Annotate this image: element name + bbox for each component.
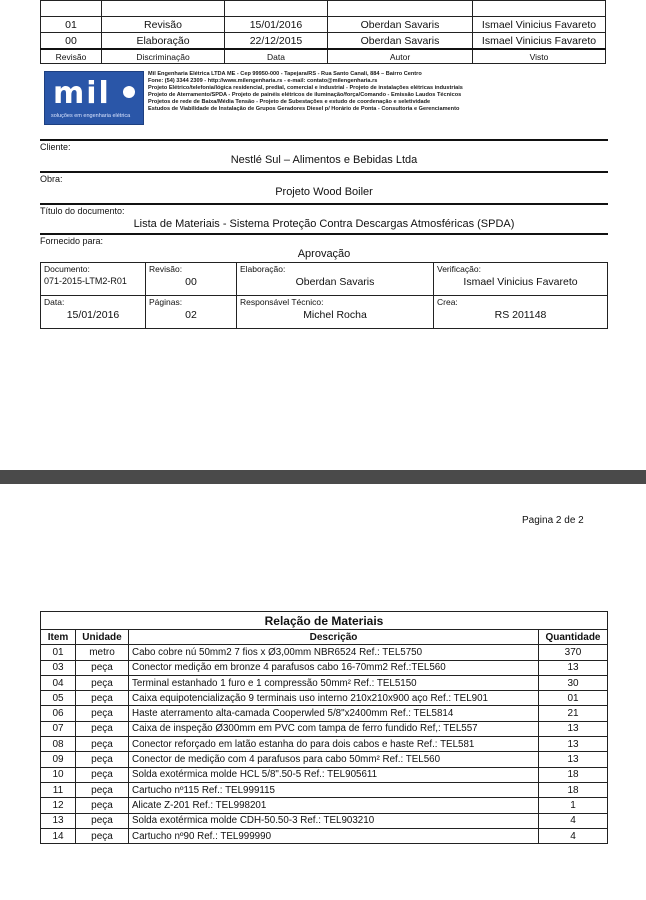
company-line: Mil Engenharia Elétrica LTDA ME - Cep 99950-000 - Tapejara/RS - Rua Santo Canali, 884 – Bairro Centro xyxy=(148,71,422,77)
table-row xyxy=(41,813,608,828)
info-row xyxy=(41,296,608,329)
logo-wordmark: mil xyxy=(53,76,111,111)
revisao-label: Revisão: xyxy=(149,264,183,274)
revision-row xyxy=(41,33,606,50)
page-separator xyxy=(0,470,646,484)
responsavel-label: Responsável Técnico: xyxy=(240,297,324,307)
unidade-cell: peça xyxy=(76,737,129,752)
divider-line xyxy=(40,233,608,235)
materials-title-row xyxy=(41,612,608,630)
header-visto: Visto xyxy=(473,49,606,64)
unidade-cell: peça xyxy=(76,813,129,828)
rev-number: 01 xyxy=(41,17,102,33)
header-autor: Autor xyxy=(328,49,473,64)
descricao-cell: Cartucho nº90 Ref.: TEL999990 xyxy=(129,828,539,843)
header-discriminacao: Discriminação xyxy=(102,49,225,64)
documento-value: 071-2015-LTM2-R01 xyxy=(44,276,127,286)
quantidade-cell: 01 xyxy=(539,691,608,706)
verificacao-label: Verificação: xyxy=(437,264,481,274)
unidade-cell: peça xyxy=(76,691,129,706)
descricao-cell: Terminal estanhado 1 furo e 1 compressão 50mm² Ref.: TEL5150 xyxy=(129,675,539,690)
quantidade-cell: 370 xyxy=(539,645,608,660)
revisao-value: 00 xyxy=(185,276,197,288)
unidade-cell: peça xyxy=(76,782,129,797)
rev-visto: Ismael Vinicius Favareto xyxy=(473,33,606,50)
item-cell: 03 xyxy=(41,660,76,675)
verificacao-cell xyxy=(434,263,608,296)
materials-header-row xyxy=(41,630,608,645)
document-info-table xyxy=(40,262,608,329)
rev-date: 22/12/2015 xyxy=(225,33,328,50)
rev-number: 00 xyxy=(41,33,102,50)
company-info xyxy=(148,71,608,113)
company-line: Projeto Elétrico/telefonia/lógica residencial, predial, comercial e industrial - Projeto de instalações elétricas industriais xyxy=(148,85,463,91)
revision-row xyxy=(41,1,606,17)
rev-discrimination: Revisão xyxy=(102,17,225,33)
unidade-cell: peça xyxy=(76,767,129,782)
item-cell: 14 xyxy=(41,828,76,843)
quantidade-cell: 4 xyxy=(539,828,608,843)
data-label: Data: xyxy=(44,297,65,307)
header-revisao: Revisão xyxy=(41,49,102,64)
responsavel-value: Michel Rocha xyxy=(303,309,367,321)
table-row xyxy=(41,828,608,843)
fornecido-value: Aprovação xyxy=(297,248,351,260)
documento-label: Documento: xyxy=(44,264,90,274)
quantidade-cell: 13 xyxy=(539,660,608,675)
table-row xyxy=(41,706,608,721)
company-line: Fone: (54) 3344 2309 - http://www.milengenharia.rs - e-mail: contato@milengenharia.rs xyxy=(148,78,378,84)
descricao-cell: Solda exotérmica molde HCL 5/8".50-5 Ref.: TEL905611 xyxy=(129,767,539,782)
table-row xyxy=(41,721,608,736)
descricao-cell: Cabo cobre nú 50mm2 7 fios x Ø3,00mm NBR6524 Ref.: TEL5750 xyxy=(129,645,539,660)
data-value: 15/01/2016 xyxy=(66,309,120,321)
divider-line xyxy=(40,203,608,205)
info-row xyxy=(41,263,608,296)
revisao-cell xyxy=(146,263,237,296)
company-line: Projetos de rede de Baixa/Média Tensão - Projeto de Subestações e estudo de coordenação e seletividade xyxy=(148,99,431,105)
obra-value: Projeto Wood Boiler xyxy=(275,186,373,198)
rev-author: Oberdan Savaris xyxy=(328,17,473,33)
paginas-label: Páginas: xyxy=(149,297,183,307)
descricao-cell: Alicate Z-201 Ref.: TEL998201 xyxy=(129,798,539,813)
descricao-cell: Conector reforçado em latão estanha do para dois cabos e haste Ref.: TEL581 xyxy=(129,737,539,752)
elaboracao-label: Elaboração: xyxy=(240,264,286,274)
crea-value: RS 201148 xyxy=(494,309,547,321)
logo-tagline: soluções em engenharia elétrica xyxy=(51,113,131,119)
cliente-value: Nestlé Sul – Alimentos e Bebidas Ltda xyxy=(230,154,418,166)
fornecido-label: Fornecido para: xyxy=(40,236,104,246)
materials-table xyxy=(40,611,608,844)
table-row xyxy=(41,691,608,706)
paginas-cell xyxy=(146,296,237,329)
materials-title: Relação de Materiais xyxy=(41,612,608,630)
documento-cell xyxy=(41,263,146,296)
item-cell: 10 xyxy=(41,767,76,782)
header-data: Data xyxy=(225,49,328,64)
elaboracao-cell xyxy=(237,263,434,296)
unidade-cell: peça xyxy=(76,660,129,675)
item-cell: 13 xyxy=(41,813,76,828)
quantidade-cell: 13 xyxy=(539,752,608,767)
elaboracao-value: Oberdan Savaris xyxy=(295,276,375,288)
rev-visto: Ismael Vinicius Favareto xyxy=(473,17,606,33)
company-line: Projeto de Aterramento/SPDA - Projeto de painéis elétricos de iluminação/força/Comando - Emissão Laudos Técnicos xyxy=(148,92,462,98)
table-row xyxy=(41,660,608,675)
page-number: Pagina 2 de 2 xyxy=(522,515,584,526)
company-line: Estudos de Viabilidade de Instalação de Grupos Geradores Diesel p/ Horário de Ponta - Consultoria e Gerenciamento xyxy=(148,106,460,112)
titulo-label: Título do documento: xyxy=(40,206,125,216)
header-item: Item xyxy=(41,630,76,645)
divider-line xyxy=(40,171,608,173)
unidade-cell: peça xyxy=(76,828,129,843)
item-cell: 01 xyxy=(41,645,76,660)
header-quantidade: Quantidade xyxy=(539,630,608,645)
quantidade-cell: 21 xyxy=(539,706,608,721)
item-cell: 09 xyxy=(41,752,76,767)
table-row xyxy=(41,767,608,782)
responsavel-cell xyxy=(237,296,434,329)
company-logo xyxy=(44,71,144,125)
quantidade-cell: 4 xyxy=(539,813,608,828)
revision-header-row xyxy=(41,49,606,64)
descricao-cell: Conector de medição com 4 parafusos para cabo 50mm² Ref.: TEL560 xyxy=(129,752,539,767)
crea-label: Crea: xyxy=(437,297,458,307)
quantidade-cell: 13 xyxy=(539,737,608,752)
titulo-value: Lista de Materiais - Sistema Proteção Contra Descargas Atmosféricas (SPDA) xyxy=(133,218,515,230)
table-row xyxy=(41,737,608,752)
item-cell: 12 xyxy=(41,798,76,813)
divider-line xyxy=(40,139,608,141)
rev-date: 15/01/2016 xyxy=(225,17,328,33)
cliente-label: Cliente: xyxy=(40,142,71,152)
table-row xyxy=(41,782,608,797)
header-unidade: Unidade xyxy=(76,630,129,645)
table-row xyxy=(41,752,608,767)
unidade-cell: peça xyxy=(76,752,129,767)
paginas-value: 02 xyxy=(185,309,197,321)
table-row xyxy=(41,645,608,660)
rev-author: Oberdan Savaris xyxy=(328,33,473,50)
materials-body xyxy=(41,645,608,844)
table-row xyxy=(41,675,608,690)
unidade-cell: peça xyxy=(76,706,129,721)
item-cell: 08 xyxy=(41,737,76,752)
revision-table xyxy=(40,0,606,64)
header-descricao: Descrição xyxy=(129,630,539,645)
descricao-cell: Cartucho nº115 Ref.: TEL999115 xyxy=(129,782,539,797)
quantidade-cell: 30 xyxy=(539,675,608,690)
unidade-cell: metro xyxy=(76,645,129,660)
obra-label: Obra: xyxy=(40,174,63,184)
unidade-cell: peça xyxy=(76,798,129,813)
unidade-cell: peça xyxy=(76,721,129,736)
table-row xyxy=(41,798,608,813)
item-cell: 11 xyxy=(41,782,76,797)
item-cell: 05 xyxy=(41,691,76,706)
item-cell: 06 xyxy=(41,706,76,721)
item-cell: 04 xyxy=(41,675,76,690)
data-cell xyxy=(41,296,146,329)
quantidade-cell: 18 xyxy=(539,782,608,797)
descricao-cell: Caixa equipotencialização 9 terminais uso interno 210x210x900 aço Ref.: TEL901 xyxy=(129,691,539,706)
revision-row xyxy=(41,17,606,33)
quantidade-cell: 1 xyxy=(539,798,608,813)
crea-cell xyxy=(434,296,608,329)
item-cell: 07 xyxy=(41,721,76,736)
quantidade-cell: 13 xyxy=(539,721,608,736)
descricao-cell: Haste aterramento alta-camada Cooperwled 5/8"x2400mm Ref.: TEL5814 xyxy=(129,706,539,721)
document-page-2 xyxy=(0,484,646,900)
verificacao-value: Ismael Vinicius Favareto xyxy=(463,276,578,288)
unidade-cell: peça xyxy=(76,675,129,690)
quantidade-cell: 18 xyxy=(539,767,608,782)
logo-dot-icon xyxy=(123,86,135,98)
descricao-cell: Solda exotérmica molde CDH-50.50-3 Ref.: TEL903210 xyxy=(129,813,539,828)
descricao-cell: Conector medição em bronze 4 parafusos cabo 16-70mm2 Ref.:TEL560 xyxy=(129,660,539,675)
rev-discrimination: Elaboração xyxy=(102,33,225,50)
descricao-cell: Caixa de inspeção Ø300mm em PVC com tampa de ferro fundido Ref,: TEL557 xyxy=(129,721,539,736)
